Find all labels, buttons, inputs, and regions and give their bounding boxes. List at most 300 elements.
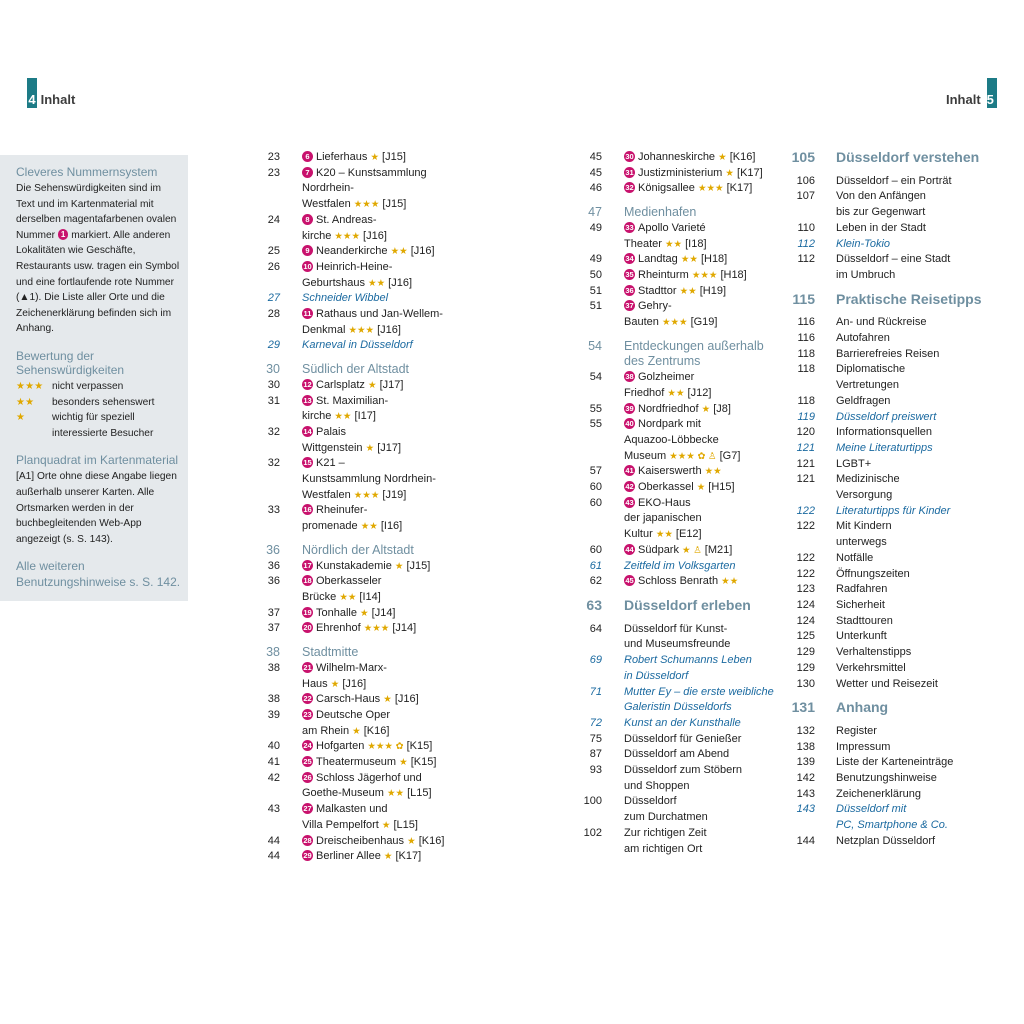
toc-page-number bbox=[258, 276, 280, 292]
toc-entry-text: EKO-Haus bbox=[638, 496, 691, 509]
toc-entry-content bbox=[624, 700, 788, 716]
toc-page-number: 122 bbox=[796, 567, 815, 580]
toc-entry-content bbox=[302, 488, 508, 504]
toc-entry-content bbox=[836, 205, 1015, 221]
toc-page-number: 55 bbox=[589, 402, 602, 415]
toc-page-number bbox=[578, 511, 602, 527]
toc-entry-text: Ehrenhof bbox=[316, 622, 361, 635]
sight-number-badge: 29 bbox=[303, 851, 312, 861]
toc-entry-text: Nordpark mit bbox=[638, 418, 701, 431]
toc-entry-content bbox=[836, 661, 1015, 677]
toc-page-number bbox=[578, 449, 602, 465]
toc-entry-text: Apollo Varieté bbox=[638, 221, 706, 234]
toc-page-number bbox=[785, 378, 815, 394]
toc-page-number: 51 bbox=[589, 300, 602, 313]
toc-entry bbox=[578, 763, 788, 779]
toc-page-number: 112 bbox=[797, 237, 815, 250]
toc-entry-content bbox=[624, 433, 788, 449]
toc-entry-content bbox=[302, 503, 508, 519]
star-rating-icon: ★★ bbox=[721, 576, 739, 588]
toc-entry-text: Radfahren bbox=[836, 583, 888, 596]
toc-entry-text: Geldfragen bbox=[836, 394, 891, 407]
toc-page-number bbox=[785, 488, 815, 504]
toc-entry bbox=[785, 818, 1015, 834]
map-grid-reference: [H15] bbox=[708, 481, 735, 494]
star-rating-icon: ★★ bbox=[667, 387, 685, 399]
toc-entry-text: Schloss Jägerhof und bbox=[316, 771, 422, 784]
toc-entry-text: Südlich der Altstadt bbox=[302, 362, 410, 377]
sight-number-badge: 36 bbox=[625, 285, 634, 295]
toc-entry-content bbox=[836, 755, 1015, 771]
star-rating-icon: ★ bbox=[352, 725, 361, 737]
toc-entry-content bbox=[302, 739, 508, 755]
toc-entry-content bbox=[302, 229, 508, 245]
toc-page-number bbox=[578, 433, 602, 449]
toc-entry bbox=[785, 677, 1015, 693]
toc-page-number bbox=[578, 779, 602, 795]
toc-entry-text: Deutsche Oper bbox=[316, 708, 390, 721]
toc-entry bbox=[258, 276, 508, 292]
toc-entry bbox=[578, 150, 788, 166]
toc-entry-text: Düsseldorf am Abend bbox=[624, 748, 730, 761]
toc-entry-text: Netzplan Düsseldorf bbox=[836, 834, 936, 847]
map-grid-reference: [J14] bbox=[392, 622, 417, 635]
toc-entry-content bbox=[624, 810, 788, 826]
toc-entry-text: Meine Literaturtipps bbox=[836, 441, 933, 454]
toc-page-number: 38 bbox=[266, 645, 280, 660]
rating-label: besonders sehenswert bbox=[52, 396, 155, 408]
toc-entry bbox=[785, 645, 1015, 661]
toc-section-heading bbox=[578, 339, 788, 355]
toc-entry-text: Kunst an der Kunsthalle bbox=[624, 716, 741, 729]
toc-page-number: 36 bbox=[267, 559, 280, 572]
toc-entry-text: Schloss Benrath bbox=[638, 575, 719, 588]
sight-number-badge: 15 bbox=[303, 458, 312, 468]
toc-entry bbox=[785, 519, 1015, 535]
toc-entry bbox=[258, 519, 508, 535]
toc-entry-text: unterwegs bbox=[836, 536, 887, 549]
toc-entry-content bbox=[624, 559, 788, 575]
toc-entry-text: Gehry- bbox=[638, 300, 672, 313]
toc-entry-content bbox=[836, 614, 1015, 630]
sight-number-badge: 11 bbox=[303, 309, 312, 319]
toc-page-number: 54 bbox=[588, 338, 602, 353]
toc-entry-text: Villa Pempelfort bbox=[302, 818, 379, 831]
toc-entry-text: Versorgung bbox=[836, 489, 893, 502]
toc-entry-content bbox=[624, 496, 788, 512]
toc-entry bbox=[258, 394, 508, 410]
toc-entry bbox=[258, 409, 508, 425]
toc-page-number bbox=[578, 354, 602, 370]
toc-entry-content bbox=[302, 645, 508, 661]
toc-entry bbox=[578, 574, 788, 590]
right-running-header bbox=[946, 92, 995, 107]
toc-page-number: 23 bbox=[267, 151, 280, 163]
toc-entry-content bbox=[302, 441, 508, 457]
map-grid-reference: [I16] bbox=[380, 520, 403, 533]
toc-entry-content bbox=[302, 755, 508, 771]
toc-entry-content bbox=[624, 181, 788, 197]
toc-page-number: 118 bbox=[797, 347, 815, 360]
toc-entry-text: Karneval in Düsseldorf bbox=[302, 339, 413, 352]
toc-page-number: 60 bbox=[589, 543, 602, 556]
toc-entry-content bbox=[836, 582, 1015, 598]
toc-page-number bbox=[258, 197, 280, 213]
right-page-number: 5 bbox=[986, 92, 994, 107]
toc-entry bbox=[578, 826, 788, 842]
toc-page-number: 38 bbox=[267, 661, 280, 674]
star-rating-icon: ★★ bbox=[387, 788, 405, 800]
toc-entry-text: Düsseldorf bbox=[624, 795, 677, 808]
toc-page-number: 43 bbox=[267, 803, 280, 816]
toc-entry-content bbox=[624, 747, 788, 763]
toc-entry-content bbox=[302, 425, 508, 441]
toc-entry-content bbox=[624, 284, 788, 300]
toc-entry-content bbox=[624, 221, 788, 237]
toc-entry-text: Zeichenerklärung bbox=[836, 787, 921, 800]
more-info-text: Alle weiteren Benutzungshinweise s. S. 142. bbox=[16, 559, 181, 589]
toc-entry bbox=[578, 559, 788, 575]
toc-page-number bbox=[258, 488, 280, 504]
toc-entry-text: Stadttor bbox=[638, 284, 677, 297]
map-grid-reference: [K16] bbox=[363, 724, 390, 737]
toc-section-heading bbox=[258, 543, 508, 559]
toc-entry-text: Museum bbox=[624, 449, 667, 462]
star-rating-icon: ★ bbox=[725, 167, 734, 179]
toc-entry-content bbox=[624, 622, 788, 638]
toc-entry bbox=[578, 449, 788, 465]
toc-page-number: 45 bbox=[589, 151, 602, 163]
map-grid-reference: [K16] bbox=[729, 151, 756, 163]
toc-entry bbox=[578, 299, 788, 315]
toc-entry-content bbox=[302, 213, 508, 229]
sight-number-badge: 40 bbox=[625, 419, 634, 429]
toc-entry-text: Denkmal bbox=[302, 323, 346, 336]
toc-entry-text: Benutzungshinweise bbox=[836, 772, 937, 785]
toc-entry-text: Unterkunft bbox=[836, 630, 887, 643]
toc-entry-content bbox=[302, 409, 508, 425]
toc-entry bbox=[785, 331, 1015, 347]
toc-page-number: 116 bbox=[797, 316, 815, 329]
toc-entry bbox=[258, 197, 508, 213]
toc-entry-content bbox=[624, 150, 788, 166]
toc-entry bbox=[785, 425, 1015, 441]
toc-entry-text: Theatermuseum bbox=[316, 756, 397, 769]
toc-entry bbox=[258, 621, 508, 637]
toc-entry-content bbox=[624, 464, 788, 480]
toc-entry bbox=[578, 700, 788, 716]
toc-entry-text: Hofgarten bbox=[316, 740, 365, 753]
toc-entry-content bbox=[302, 677, 508, 693]
toc-entry-content bbox=[624, 779, 788, 795]
numbering-pill-icon: 1 bbox=[58, 229, 68, 240]
map-grid-reference: [E12] bbox=[675, 528, 702, 541]
toc-page-number: 131 bbox=[791, 699, 815, 716]
star-rating-icon: ★ bbox=[330, 678, 340, 690]
star-rating-icon: ★★★ bbox=[353, 489, 380, 501]
toc-page-number bbox=[258, 786, 280, 802]
toc-entry-text: Notfälle bbox=[836, 551, 874, 564]
toc-entry-content bbox=[836, 724, 1015, 740]
toc-entry bbox=[258, 802, 508, 818]
toc-entry-content bbox=[836, 700, 1015, 716]
toc-entry-text: Tonhalle bbox=[316, 606, 357, 619]
sight-number-badge: 20 bbox=[303, 623, 312, 633]
toc-page-number bbox=[258, 818, 280, 834]
toc-entry-content bbox=[836, 629, 1015, 645]
toc-entry-content bbox=[624, 252, 788, 268]
sight-number-badge: 7 bbox=[302, 167, 313, 178]
star-rating-icon: ★ bbox=[360, 607, 369, 619]
toc-entry bbox=[785, 724, 1015, 740]
toc-entry bbox=[578, 685, 788, 701]
toc-page-number: 71 bbox=[589, 685, 602, 698]
rating-label: nicht verpassen bbox=[52, 380, 124, 392]
sight-number-badge: 22 bbox=[303, 694, 312, 704]
toc-page-number: 36 bbox=[266, 542, 280, 557]
toc-entry-content bbox=[836, 834, 1015, 850]
toc-entry-content bbox=[836, 567, 1015, 583]
map-grid-reference: [L15] bbox=[407, 787, 432, 800]
map-grid-reference: [J17] bbox=[377, 441, 402, 454]
toc-entry-text: St. Andreas- bbox=[316, 213, 377, 226]
toc-entry-text: Malkasten und bbox=[316, 803, 388, 816]
toc-entry-text: Carsch-Haus bbox=[316, 693, 381, 706]
toc-entry bbox=[578, 268, 788, 284]
toc-page-number: 55 bbox=[589, 418, 602, 431]
toc-entry-text: PC, Smartphone & Co. bbox=[836, 819, 948, 832]
star-rating-icon: ★ bbox=[367, 379, 377, 391]
toc-page-number: 24 bbox=[267, 213, 280, 226]
toc-entry-text: Düsseldorf erleben bbox=[624, 596, 751, 613]
toc-entry bbox=[785, 441, 1015, 457]
map-grid-reference: [J17] bbox=[379, 378, 404, 391]
toc-entry bbox=[258, 503, 508, 519]
toc-entry bbox=[258, 606, 508, 622]
star-rating-icon: ★★ bbox=[680, 254, 698, 266]
toc-entry-content bbox=[302, 244, 508, 260]
toc-page-number: 51 bbox=[589, 284, 602, 297]
toc-entry-content bbox=[624, 732, 788, 748]
map-grid-reference: [G19] bbox=[690, 316, 718, 329]
toc-spacer bbox=[785, 716, 1015, 724]
grid-text: [A1] Orte ohne diese Angabe liegen außerhalb unserer Karten. Alle Ortsmarken werden in der buchbegleitenden Web-App angezeigt (s. S. 143). bbox=[16, 471, 177, 545]
toc-entry-content bbox=[624, 653, 788, 669]
star-rating-icon: ★★★ ✿ ♙ bbox=[669, 450, 717, 462]
sight-number-badge: 23 bbox=[303, 709, 312, 719]
map-grid-reference: [J19] bbox=[382, 488, 407, 501]
map-grid-reference: [K15] bbox=[406, 740, 433, 753]
toc-entry bbox=[258, 590, 508, 606]
one-star-icon: ★ bbox=[16, 412, 26, 424]
toc-entry bbox=[785, 362, 1015, 378]
toc-entry-content bbox=[302, 260, 508, 276]
toc-entry-text: Öffnungszeiten bbox=[836, 567, 910, 580]
toc-page-number: 143 bbox=[796, 803, 815, 816]
toc-page-number: 33 bbox=[267, 504, 280, 517]
toc-entry bbox=[785, 472, 1015, 488]
toc-entry-text: Rheinturm bbox=[638, 268, 689, 281]
toc-entry-content bbox=[624, 716, 788, 732]
toc-page-number: 37 bbox=[267, 622, 280, 635]
numbering-text bbox=[16, 181, 182, 337]
toc-page-number bbox=[578, 315, 602, 331]
sight-number-badge: 14 bbox=[303, 426, 312, 436]
toc-entry bbox=[785, 598, 1015, 614]
star-rating-icon: ★★★ bbox=[363, 623, 390, 635]
map-grid-reference: [G7] bbox=[719, 449, 741, 462]
toc-entry bbox=[785, 802, 1015, 818]
toc-entry-content bbox=[836, 677, 1015, 693]
toc-entry-content bbox=[302, 323, 508, 339]
toc-entry bbox=[578, 637, 788, 653]
toc-entry-text: Golzheimer bbox=[638, 371, 695, 384]
toc-entry bbox=[258, 834, 508, 850]
toc-page-number: 120 bbox=[796, 426, 815, 439]
toc-entry-text: Mit Kindern bbox=[836, 520, 892, 533]
toc-page-number bbox=[578, 842, 602, 858]
toc-entry-content bbox=[836, 331, 1015, 347]
toc-entry-content bbox=[836, 504, 1015, 520]
sight-number-badge: 35 bbox=[625, 269, 634, 279]
toc-entry-content bbox=[302, 802, 508, 818]
star-rating-icon: ★ ♙ bbox=[682, 544, 702, 556]
toc-page-number bbox=[578, 527, 602, 543]
map-grid-reference: [L15] bbox=[393, 818, 418, 831]
toc-entry bbox=[578, 315, 788, 331]
toc-entry-text: Vertretungen bbox=[836, 379, 899, 392]
toc-entry-text: Impressum bbox=[836, 740, 891, 753]
sight-number-badge: 10 bbox=[303, 261, 312, 271]
toc-page-number: 122 bbox=[796, 520, 815, 533]
toc-entry bbox=[785, 535, 1015, 551]
right-header-title: Inhalt bbox=[946, 92, 981, 107]
map-grid-reference: [I17] bbox=[354, 410, 376, 423]
toc-page-number: 124 bbox=[796, 614, 815, 627]
toc-entry bbox=[785, 787, 1015, 803]
toc-page-number bbox=[258, 472, 280, 488]
toc-entry bbox=[578, 810, 788, 826]
toc-entry-text: Düsseldorf – ein Porträt bbox=[836, 174, 952, 187]
toc-page-number: 118 bbox=[797, 394, 815, 407]
sight-number-badge: 25 bbox=[303, 757, 312, 767]
toc-entry-text: Südpark bbox=[638, 543, 679, 556]
map-grid-reference: [K17] bbox=[737, 166, 763, 179]
toc-entry-text: am richtigen Ort bbox=[624, 842, 703, 855]
toc-page-number bbox=[258, 590, 280, 606]
toc-entry bbox=[258, 661, 508, 677]
toc-entry bbox=[785, 567, 1015, 583]
toc-entry-content bbox=[836, 221, 1015, 237]
toc-entry-text: Anhang bbox=[836, 699, 889, 716]
toc-entry bbox=[258, 166, 508, 182]
toc-entry-content bbox=[302, 338, 508, 354]
toc-entry-content bbox=[836, 378, 1015, 394]
toc-page-number: 132 bbox=[796, 724, 815, 737]
toc-entry-text: Nordrhein- bbox=[302, 182, 354, 195]
toc-entry-text: Kultur bbox=[624, 528, 653, 541]
toc-entry-content bbox=[624, 637, 788, 653]
toc-section-heading bbox=[785, 700, 1015, 716]
toc-page-number: 41 bbox=[267, 756, 280, 769]
toc-entry-text: Düsseldorf zum Stöbern bbox=[624, 764, 742, 777]
toc-entry-text: Palais bbox=[316, 425, 346, 438]
star-rating-icon: ★★★ bbox=[661, 317, 688, 329]
toc-entry bbox=[258, 150, 508, 166]
map-grid-reference: [J8] bbox=[713, 402, 731, 415]
toc-page-number: 49 bbox=[589, 221, 602, 234]
toc-entry-content bbox=[302, 181, 508, 197]
toc-page-number bbox=[258, 323, 280, 339]
toc-page-number bbox=[258, 229, 280, 245]
map-grid-reference: [J14] bbox=[371, 606, 396, 619]
sight-number-badge: 27 bbox=[303, 804, 312, 814]
toc-entry-text: Barrierefreies Reisen bbox=[836, 347, 940, 360]
toc-entry-content bbox=[302, 724, 508, 740]
rating-label: wichtig für speziell interessierte Besucher bbox=[52, 412, 154, 439]
toc-entry-text: Bauten bbox=[624, 316, 659, 329]
toc-entry-content bbox=[836, 252, 1015, 268]
toc-page-number: 142 bbox=[796, 772, 815, 785]
toc-entry-content bbox=[836, 347, 1015, 363]
toc-entry bbox=[258, 307, 508, 323]
map-grid-reference: [J15] bbox=[406, 559, 431, 572]
toc-entry-content bbox=[624, 166, 788, 182]
toc-entry bbox=[578, 433, 788, 449]
toc-page-number: 60 bbox=[589, 481, 602, 494]
toc-page-number: 122 bbox=[796, 504, 815, 517]
toc-entry-text: und Shoppen bbox=[624, 779, 690, 792]
toc-page-number: 38 bbox=[267, 693, 280, 706]
sight-number-badge: 32 bbox=[625, 183, 634, 193]
toc-page-number bbox=[258, 519, 280, 535]
toc-entry bbox=[258, 213, 508, 229]
toc-column-3 bbox=[785, 150, 1015, 850]
toc-entry-content bbox=[836, 410, 1015, 426]
toc-entry-text: K20 – Kunstsammlung bbox=[316, 166, 427, 179]
toc-page-number: 93 bbox=[589, 764, 602, 777]
toc-entry-text: Kaiserswerth bbox=[638, 465, 702, 478]
star-rating-icon: ★★★ bbox=[697, 183, 724, 195]
toc-entry-text: Wetter und Reisezeit bbox=[836, 677, 938, 690]
toc-entry bbox=[258, 771, 508, 787]
toc-page-number: 31 bbox=[267, 394, 280, 407]
toc-entry bbox=[258, 755, 508, 771]
toc-entry-text: Oberkasseler bbox=[316, 575, 382, 588]
toc-entry-content bbox=[836, 488, 1015, 504]
toc-entry bbox=[578, 669, 788, 685]
toc-entry-text: Medizinische bbox=[836, 473, 900, 486]
toc-page-number: 60 bbox=[589, 496, 602, 509]
grid-section bbox=[16, 453, 182, 547]
toc-entry-text: kirche bbox=[302, 410, 332, 423]
toc-entry bbox=[578, 496, 788, 512]
toc-entry-content bbox=[624, 299, 788, 315]
toc-page-number bbox=[578, 237, 602, 253]
toc-entry-content bbox=[302, 834, 508, 850]
toc-entry bbox=[258, 456, 508, 472]
toc-entry-text: Von den Anfängen bbox=[836, 190, 926, 203]
star-rating-icon: ★★★ bbox=[334, 230, 360, 242]
toc-entry-text: Stadtmitte bbox=[302, 645, 359, 660]
map-grid-reference: [M21] bbox=[704, 543, 733, 556]
toc-entry-text: St. Maximilian- bbox=[316, 394, 389, 407]
toc-page-number: 30 bbox=[267, 378, 280, 391]
toc-entry-text: K21 – bbox=[316, 457, 345, 470]
toc-entry-text: Diplomatische bbox=[836, 363, 906, 376]
toc-entry-content bbox=[624, 268, 788, 284]
toc-entry-content bbox=[302, 786, 508, 802]
